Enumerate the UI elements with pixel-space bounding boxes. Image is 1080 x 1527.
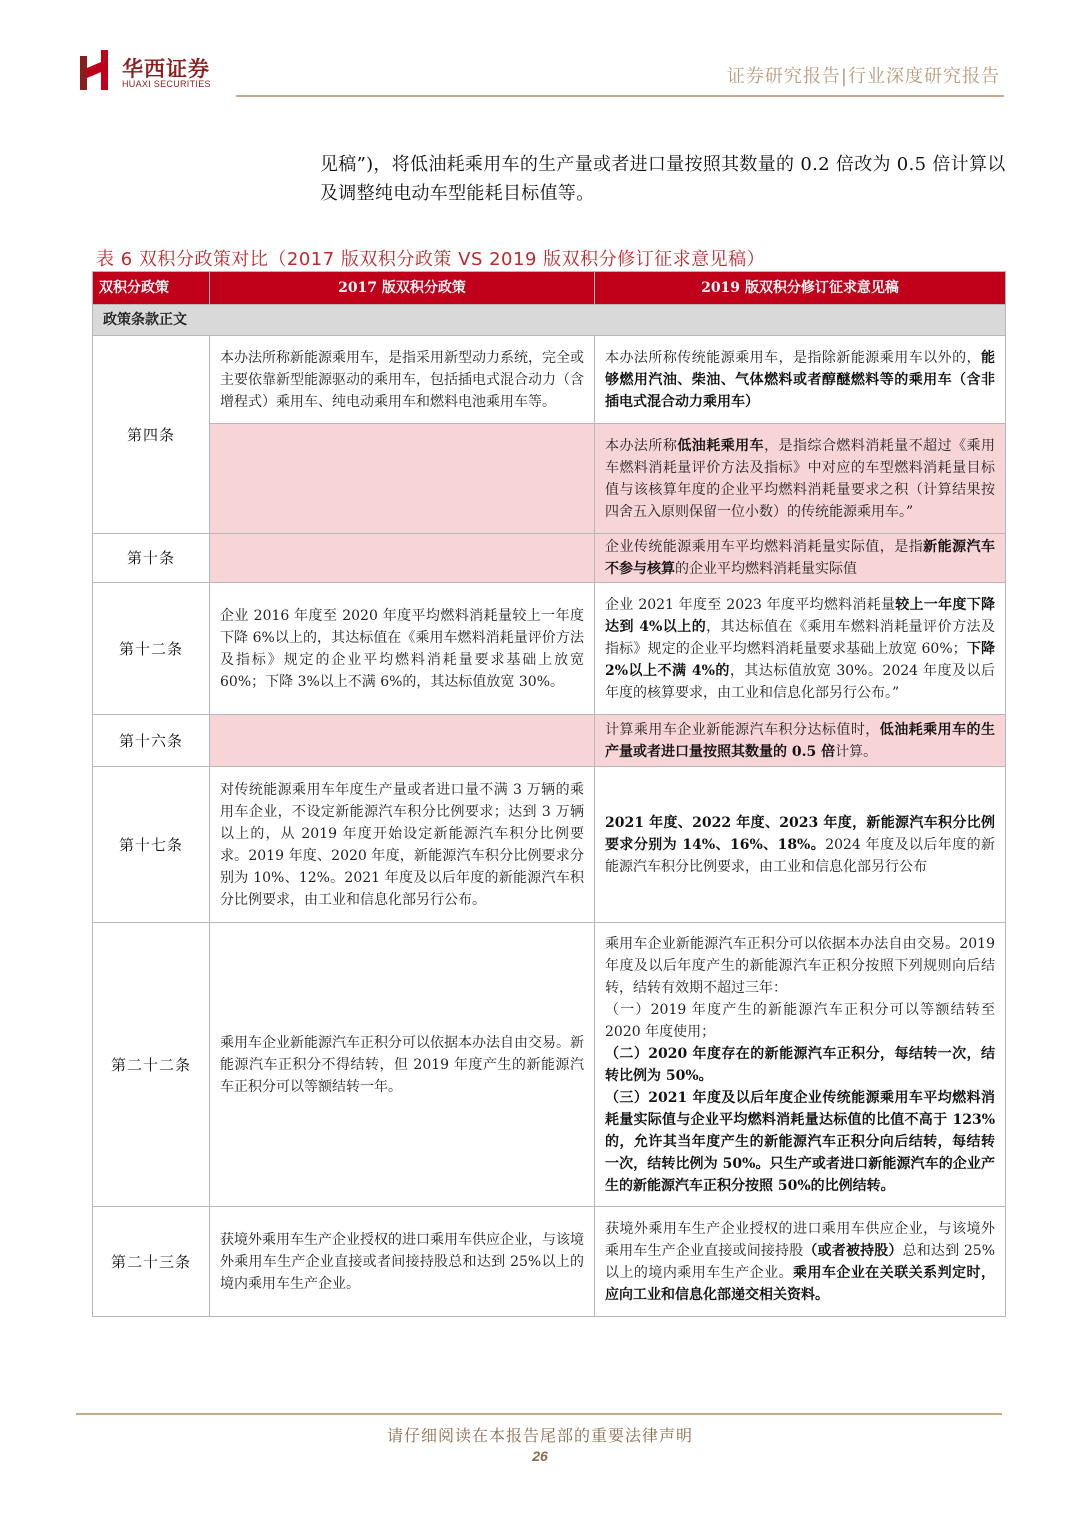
new-policy-cell xyxy=(595,534,1006,583)
article-label: 第十七条 xyxy=(93,767,210,923)
report-type: 证券研究报告|行业深度研究报告 xyxy=(726,66,1000,87)
article-label: 第二十三条 xyxy=(93,1207,210,1317)
intro-line: 见稿”)，将低油耗乘用车的生产量或者进口量按照其数量的 0.2 倍改为 0.5 倍计算以 xyxy=(320,154,1006,175)
article-label: 第二十二条 xyxy=(93,923,210,1207)
cell-text: 计算。 xyxy=(835,743,878,760)
policy-comparison-table xyxy=(92,271,1006,1317)
cell-text: 获境外乘用车生产企业授权的进口乘用车供应企业，与该境外乘用车生产企业直接或间接持股 xyxy=(605,1220,995,1259)
new-policy-cell xyxy=(595,923,1006,1207)
table-row xyxy=(93,424,1006,534)
cell-text: 本办法所称传统能源乘用车，是指除新能源乘用车以外的， xyxy=(605,349,981,366)
article-label: 第十二条 xyxy=(93,583,210,715)
column-header: 2017 版双积分政策 xyxy=(210,272,595,305)
cell-text: ，其达标值在《乘用车燃料消耗量评价方法及指标》规定的企业平均燃料消耗量要求基础上放宽 60%； xyxy=(605,618,995,657)
cell-text-bold: 乘用车企业在关联关系判定时，应向工业和信息化部递交相关资料。 xyxy=(605,1264,995,1303)
section-label: 政策条款正文 xyxy=(93,305,1006,336)
cell-text-bold: 低油耗乘用车 xyxy=(677,437,765,454)
article-label: 第十六条 xyxy=(93,715,210,767)
table-row xyxy=(93,1207,1006,1317)
old-policy-cell: 企业 2016 年度至 2020 年度平均燃料消耗量较上一年度下降 6%以上的，其达标值在《乘用车燃料消耗量评价方法及指标》规定的企业平均燃料消耗量要求基础上放宽 60%；下降 3%以上不满 6%的，其达标值放宽 30%。 xyxy=(210,583,595,715)
new-policy-cell xyxy=(595,715,1006,767)
cell-paragraph: （一）2019 年度产生的新能源汽车正积分可以等额结转至 2020 年度使用； xyxy=(605,1001,995,1040)
header-divider xyxy=(236,95,1004,97)
footer-divider xyxy=(76,1413,1002,1415)
cell-text-bold: 能够燃用汽油、柴油、气体燃料或者醇醚燃料等的乘用车（含非插电式混合动力乘用车） xyxy=(605,349,995,410)
old-policy-cell-empty xyxy=(210,534,595,583)
table-row xyxy=(93,534,1006,583)
page-number: 26 xyxy=(532,1448,548,1464)
old-policy-cell-empty xyxy=(210,715,595,767)
logo-text-cn: 华西证券 xyxy=(122,57,210,81)
new-policy-cell xyxy=(595,336,1006,424)
cell-text-bold: 新能源汽车不参与核算 xyxy=(605,539,996,577)
page-header xyxy=(0,0,1080,100)
cell-text: ，是指综合燃料消耗量不超过《乘用车燃料消耗量评价方法及指标》中对应的车型燃料消耗量目标值与该核算年度的企业平均燃料消耗量要求之积（计算结果按四舍五入原则保留一位小数）的传统能源乘用车。” xyxy=(605,437,996,520)
cell-paragraph-bold: （三）2021 年度及以后年度企业传统能源乘用车平均燃料消耗量实际值与企业平均燃料消耗量达标值的比值不高于 123%的，允许其当年度产生的新能源汽车正积分向后结转，每结转一次，结转比例为 50%。只生产或者进口新能源汽车的企业产生的新能源汽车正积分按照 50%的比例结转。 xyxy=(605,1089,995,1194)
table-title: 表 6 双积分政策对比（2017 版双积分政策 VS 2019 版双积分修订征求意见稿） xyxy=(96,249,766,270)
legal-notice: 请仔细阅读在本报告尾部的重要法律声明 xyxy=(386,1426,693,1445)
intro-line: 及调整纯电动车型能耗目标值等。 xyxy=(320,183,595,204)
section-row xyxy=(93,305,1006,336)
cell-text: ，其达标值放宽 30%。2024 年度及以后年度的核算要求，由工业和信息化部另行公布。” xyxy=(605,662,995,701)
cell-text: 2024 年度及以后年度的新能源汽车积分比例要求，由工业和信息化部另行公布 xyxy=(605,836,995,875)
table-row xyxy=(93,715,1006,767)
table-row xyxy=(93,767,1006,923)
logo-text-en: HUAXI SECURITIES xyxy=(122,79,211,89)
cell-text-bold: （或者被持股） xyxy=(803,1242,903,1259)
new-policy-cell xyxy=(595,583,1006,715)
old-policy-cell: 对传统能源乘用车年度生产量或者进口量不满 3 万辆的乘用车企业，不设定新能源汽车积分比例要求；达到 3 万辆以上的，从 2019 年度开始设定新能源汽车积分比例要求。2019 年度、2020 年度，新能源汽车积分比例要求分别为 10%、12%。2021 年度及以后年度的新能源汽车积分比例要求，由工业和信息化部另行公布。 xyxy=(210,767,595,923)
new-policy-cell xyxy=(595,1207,1006,1317)
cell-text: 本办法所称 xyxy=(605,437,678,454)
cell-paragraph: 乘用车企业新能源汽车正积分可以依据本办法自由交易。2019 年度及以后年度产生的新能源汽车正积分按照下列规则向后结转，结转有效期不超过三年： xyxy=(605,935,995,996)
old-policy-cell: 乘用车企业新能源汽车正积分可以依据本办法自由交易。新能源汽车正积分不得结转，但 2019 年度产生的新能源汽车正积分可以等额结转一年。 xyxy=(210,923,595,1207)
column-header: 双积分政策 xyxy=(93,272,210,305)
table-row xyxy=(93,336,1006,424)
cell-text-bold: 低油耗乘用车的生产量或者进口量按照其数量的 0.5 倍 xyxy=(605,721,996,760)
table-row xyxy=(93,923,1006,1207)
article-label: 第四条 xyxy=(93,336,210,534)
cell-text-bold: 较上一年度下降达到 4%以上的 xyxy=(605,596,995,635)
table-row xyxy=(93,583,1006,715)
cell-text: 计算乘用车企业新能源汽车积分达标值时， xyxy=(605,721,880,738)
cell-text: 企业 2021 年度至 2023 年度平均燃料消耗量 xyxy=(605,596,896,613)
cell-text: 企业传统能源乘用车平均燃料消耗量实际值，是指 xyxy=(605,539,924,555)
cell-text: 总和达到 25%以上的境内乘用车生产企业。 xyxy=(605,1242,996,1281)
intro-paragraph xyxy=(320,150,1010,208)
old-policy-cell-empty xyxy=(210,424,595,534)
cell-text-bold: 2021 年度、2022 年度、2023 年度，新能源汽车积分比例要求分别为 14%、16%、18%。 xyxy=(605,814,995,853)
old-policy-cell: 获境外乘用车生产企业授权的进口乘用车供应企业，与该境外乘用车生产企业直接或者间接持股总和达到 25%以上的境内乘用车生产企业。 xyxy=(210,1207,595,1317)
new-policy-cell xyxy=(595,424,1006,534)
huaxi-logo-icon xyxy=(78,50,110,90)
old-policy-cell: 本办法所称新能源乘用车，是指采用新型动力系统，完全或主要依靠新型能源驱动的乘用车，包括插电式混合动力（含增程式）乘用车、纯电动乘用车和燃料电池乘用车等。 xyxy=(210,336,595,424)
cell-paragraph-bold: （二）2020 年度存在的新能源汽车正积分，每结转一次，结转比例为 50%。 xyxy=(605,1045,995,1084)
new-policy-cell xyxy=(595,767,1006,923)
cell-text-bold: 下降 2%以上不满 4%的 xyxy=(605,640,995,679)
cell-text: 的企业平均燃料消耗量实际值 xyxy=(675,561,857,577)
table-header-row xyxy=(93,272,1006,305)
article-label: 第十条 xyxy=(93,534,210,583)
column-header: 2019 版双积分修订征求意见稿 xyxy=(595,272,1006,305)
